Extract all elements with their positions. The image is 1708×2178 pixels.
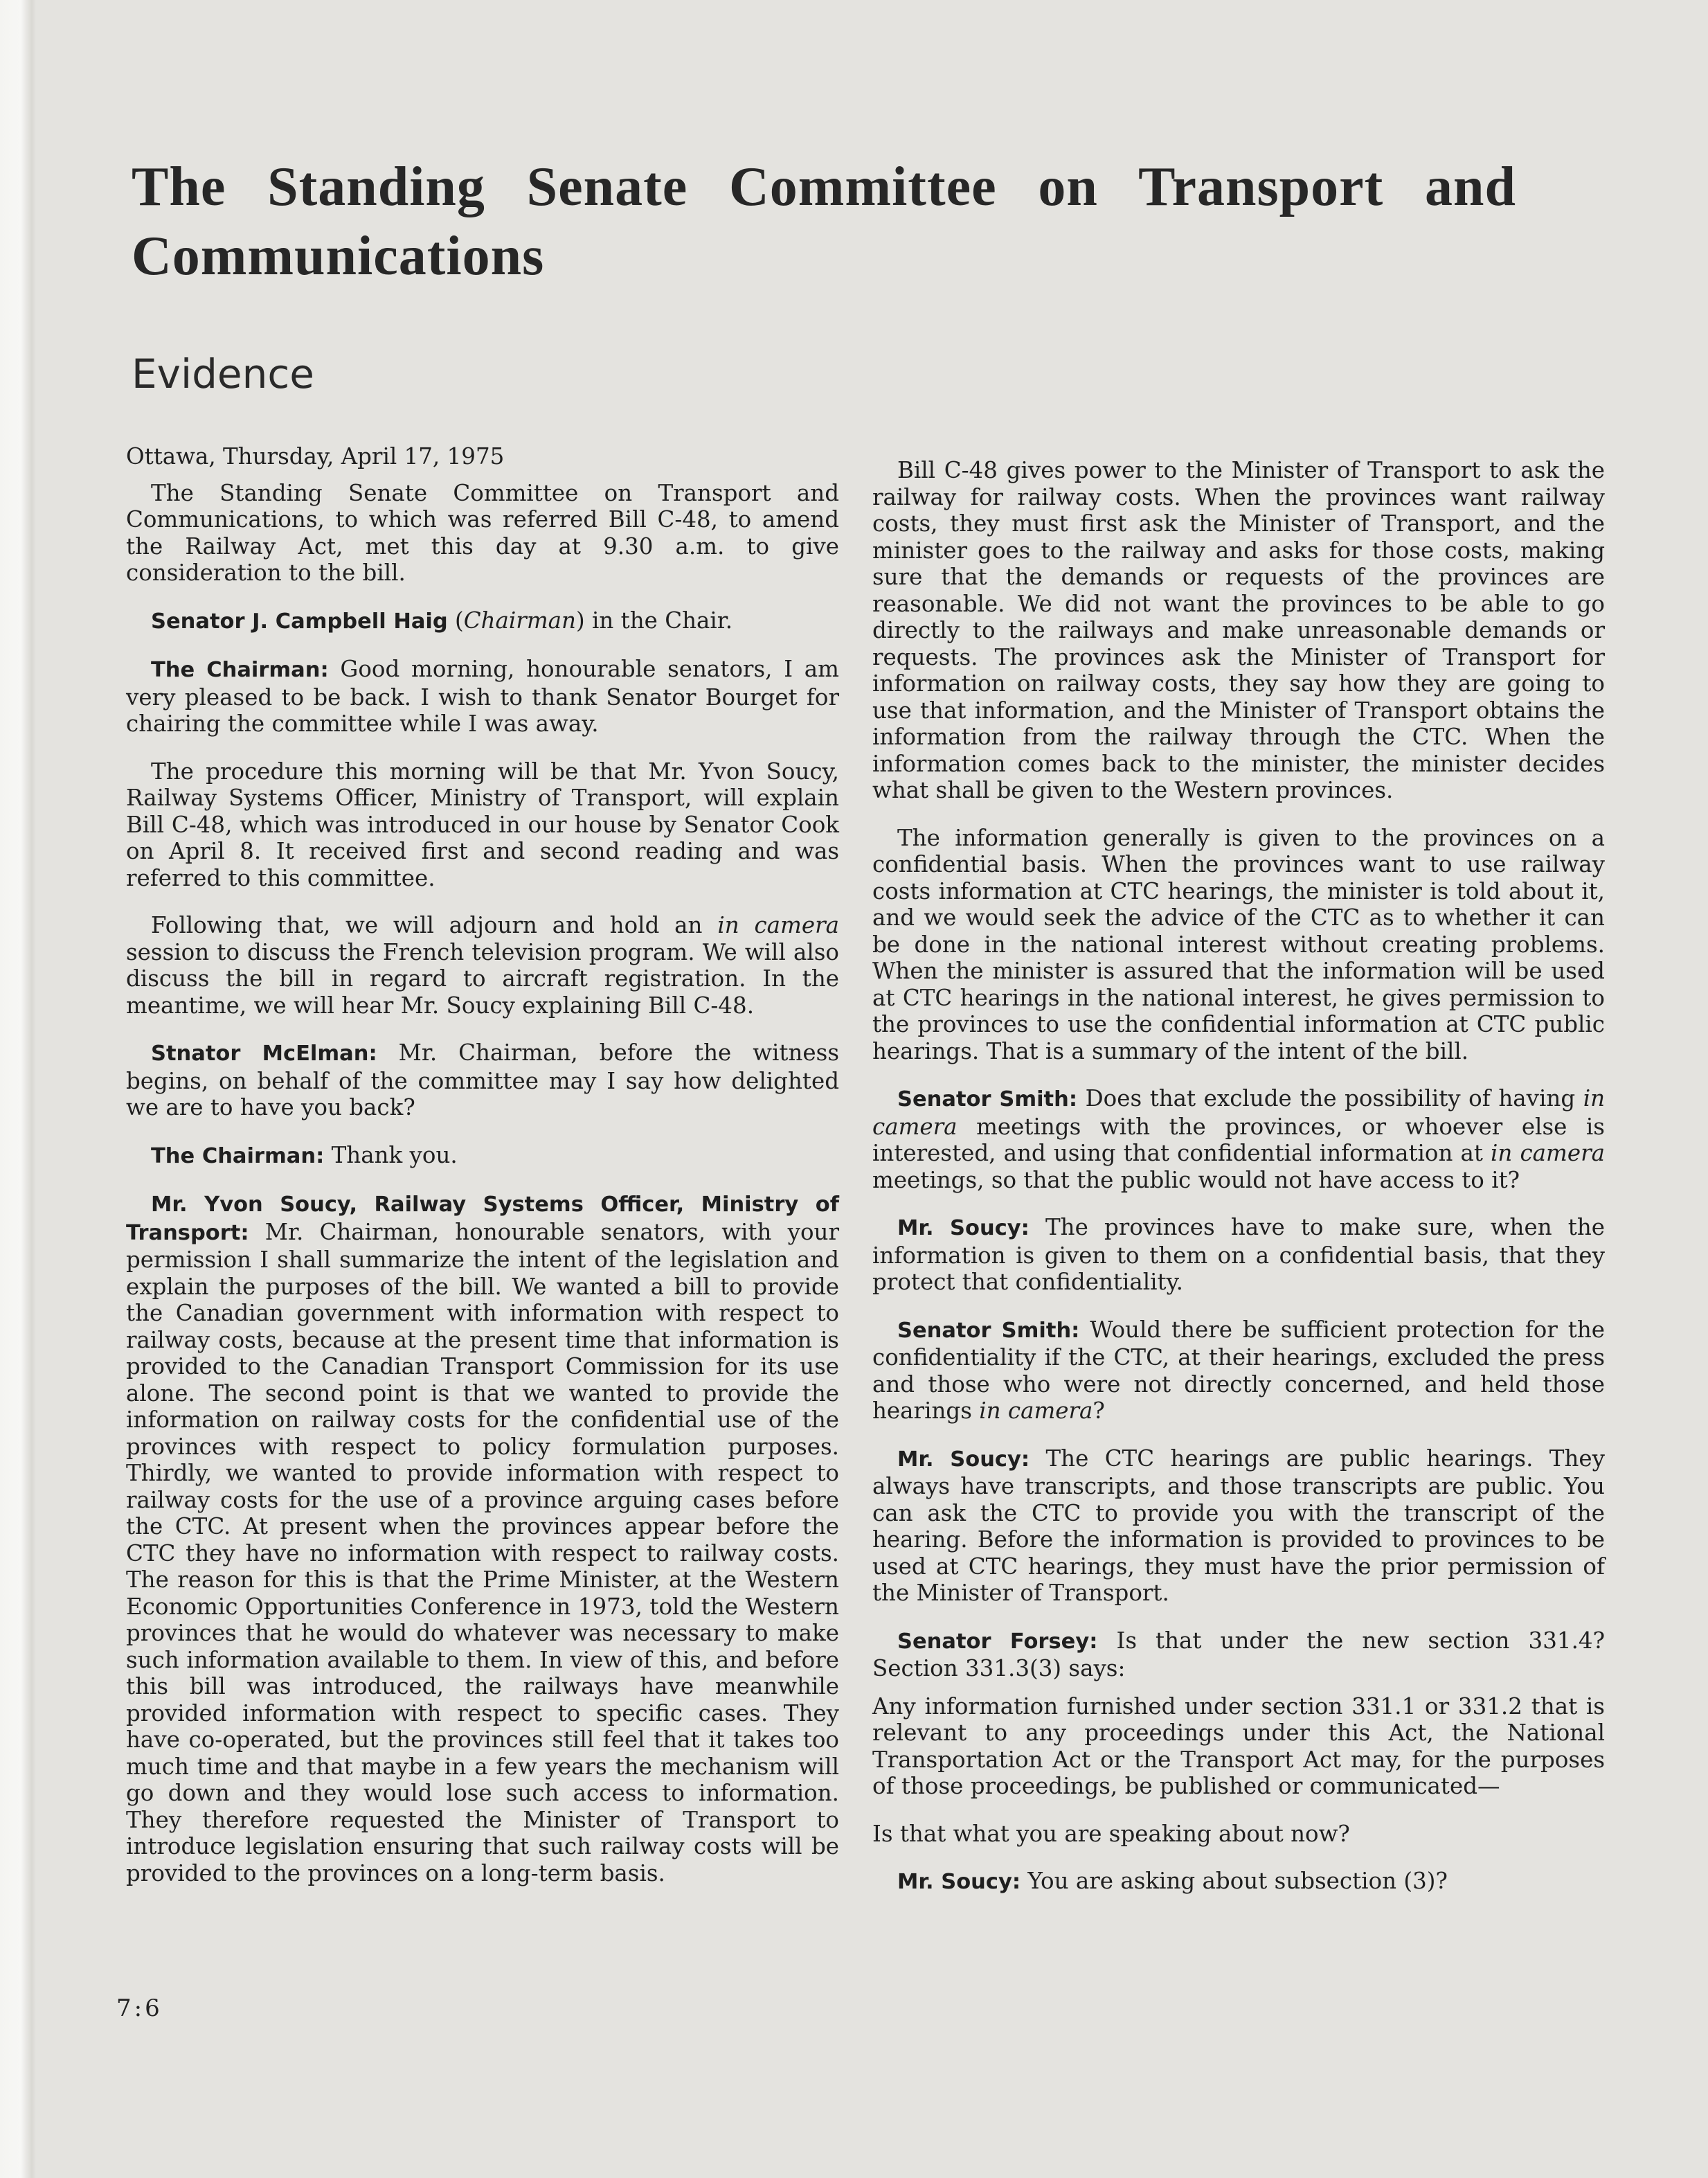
speaker-name: Senator Smith: xyxy=(897,1087,1078,1112)
paragraph-text: ? xyxy=(1093,1398,1105,1424)
chair-role: Chairman xyxy=(463,607,576,634)
right-column xyxy=(872,457,1605,1917)
paragraph-text: Is that under the new section 331.4? Section 331.3(3) says: xyxy=(872,1627,1606,1681)
paragraph-text: meetings, so that the public would not have access to it? xyxy=(872,1166,1520,1193)
italic-term: in camera xyxy=(717,912,839,938)
block-quote: Any information furnished under section 331.1 or 331.2 that is relevant to any proceedings under this Act, the National Transportation Act or the Transport Act may, for the purposes of those proceedings, be published or communicated— xyxy=(872,1693,1605,1799)
paragraph: The information generally is given to the provinces on a confidential basis. When the provinces want to use railway costs information at CTC hearings, the minister is told about it, and we would seek the advice of the CTC as to whether it can be done in the national interest without creating problems. When the minister is assured that the information will be used at CTC hearings in the national interest, he gives permission to the provinces to use the confidential information at CTC public hearings. That is a summary of the intent of the bill. xyxy=(872,824,1605,1064)
paragraph-text: The provinces have to make sure, when the information is given to them on a confidential basis, that they protect that confidentiality. xyxy=(872,1214,1605,1295)
paragraph xyxy=(872,1085,1605,1193)
paragraph: Is that what you are speaking about now? xyxy=(872,1820,1350,1847)
paragraph xyxy=(126,1142,839,1170)
speaker-name: Senator Smith: xyxy=(897,1318,1080,1343)
italic-term: in camera xyxy=(872,1085,1606,1140)
chair-suffix: in the Chair. xyxy=(584,607,733,634)
speaker-name: Stnator McElman: xyxy=(151,1042,377,1066)
paragraph xyxy=(126,912,839,1019)
speaker-name: Senator Forsey: xyxy=(897,1629,1098,1654)
paragraph-text: session to discuss the French television program. We will also discuss the bill in regard to aircraft registration. In the meantime, we will hear Mr. Soucy explaining Bill C-48. xyxy=(126,938,839,1019)
page-title: The Standing Senate Committee on Transport and Communications xyxy=(132,157,1516,287)
paragraph: The procedure this morning will be that Mr. Yvon Soucy, Railway Systems Officer, Ministry of Transport, will explain Bill C-48, which was introduced in our house by Senator Cook on April 8. It received first and second reading and was referred to this committee. xyxy=(126,758,839,891)
speaker-name: Mr. Soucy: xyxy=(897,1870,1021,1894)
speaker-name: Mr. Yvon Soucy, Railway Systems Officer, Ministry of Transport: xyxy=(126,1193,839,1245)
speaker-name: Mr. Soucy: xyxy=(897,1447,1030,1472)
page-number: 7:6 xyxy=(116,1994,163,2022)
italic-term: in camera xyxy=(1491,1140,1605,1166)
section-title: Evidence xyxy=(132,350,314,398)
paragraph xyxy=(126,656,839,738)
chair-line: Senator J. Campbell Haig (Chairman) in the Chair. xyxy=(151,607,733,634)
paragraph-text: Thank you. xyxy=(324,1141,458,1168)
paragraph-text: The CTC hearings are public hearings. They always have transcripts, and those transcripts are public. You can ask the CTC to provide you with the transcript of the hearing. Before the information is provided to provinces to be used at CTC hearings, they must have the prior permission of the Minister of Transport. xyxy=(872,1445,1605,1606)
speaker-name: Senator J. Campbell Haig xyxy=(151,609,448,634)
paragraph xyxy=(872,1868,1605,1896)
speaker-name: The Chairman: xyxy=(151,1143,325,1168)
paragraph-text: Would there be sufficient protection for the confidentiality if the CTC, at their hearings, excluded the press and those who were not directly concerned, and held those hearings xyxy=(872,1316,1605,1424)
speaker-name: The Chairman: xyxy=(151,658,329,682)
paragraph xyxy=(872,1214,1605,1296)
paragraph-text: Following that, we will adjourn and hold an xyxy=(151,912,718,938)
paragraph xyxy=(872,1445,1605,1607)
paragraph xyxy=(126,1190,839,1886)
paragraph-text: Does that exclude the possibility of having xyxy=(1077,1085,1583,1112)
intro-paragraph: The Standing Senate Committee on Transport and Communications, to which was referred Bill C-48, to amend the Railway Act, met this day at 9.30 a.m. to give consideration to the bill. xyxy=(126,479,839,586)
paragraph-text: meetings with the provinces, or whoever else is interested, and using that confidential information at xyxy=(872,1113,1605,1166)
paragraph xyxy=(126,1039,839,1121)
left-column xyxy=(126,443,839,1907)
paragraph xyxy=(872,1627,1605,1682)
italic-term: in camera xyxy=(979,1398,1093,1424)
paragraph-text: Mr. Chairman, before the witness begins, on behalf of the committee may I say how delighted we are to have you back? xyxy=(126,1039,839,1121)
dateline: Ottawa, Thursday, April 17, 1975 xyxy=(126,443,505,470)
speaker-name: Mr. Soucy: xyxy=(897,1216,1030,1240)
book-spine-edge xyxy=(0,0,36,2178)
paragraph-text: Good morning, honourable senators, I am very pleased to be back. I wish to thank Senator Bourget for chairing the committee while I was away. xyxy=(126,656,839,737)
paragraph: Bill C-48 gives power to the Minister of Transport to ask the railway for railway costs. When the provinces want railway costs, they must first ask the Minister of Transport, and the minister goes to the railway and asks for those costs, making sure that the demands or requests of the provinces are reasonable. We did not want the provinces to be able to go directly to the railways and make unreasonable demands or requests. The provinces ask the Minister of Transport for information on railway costs, they say how they are going to use that information, and the Minister of Transport obtains the information from the railway through the CTC. When the information comes back to the minister, the minister decides what shall be given to the Western provinces. xyxy=(872,457,1605,803)
paragraph-text: You are asking about subsection (3)? xyxy=(1021,1868,1448,1894)
paragraph-text: Mr. Chairman, honourable senators, with your permission I shall summarize the intent of the legislation and explain the purposes of the bill. We wanted a bill to provide the Canadian government with information with respect to railway costs, because at the present time that information is provided to the Canadian Transport Commission for its use alone. The second point is that we wanted to provide the information on railway costs for the confidential use of the provinces with respect to policy formulation purposes. Thirdly, we wanted to provide information with respect to railway costs for the use of a province arguing cases before the CTC. At present when the provinces appear before the CTC they have no information with respect to railway costs. The reason for this is that the Prime Minister, at the Western Economic Opportunities Conference in 1973, told the Western provinces that he would do whatever was necessary to make such information available to them. In view of this, and before this bill was introduced, the railways have meanwhile provided information with respect to specific cases. They have co-operated, but the provinces still feel that it takes too much time and that maybe in a few years the mechanism will go down and they would lose such access to information. They therefore requested the Minister of Transport to introduce legislation ensuring that such railway costs will be provided to the provinces on a long-term basis. xyxy=(126,1218,839,1886)
paragraph xyxy=(872,1316,1605,1425)
